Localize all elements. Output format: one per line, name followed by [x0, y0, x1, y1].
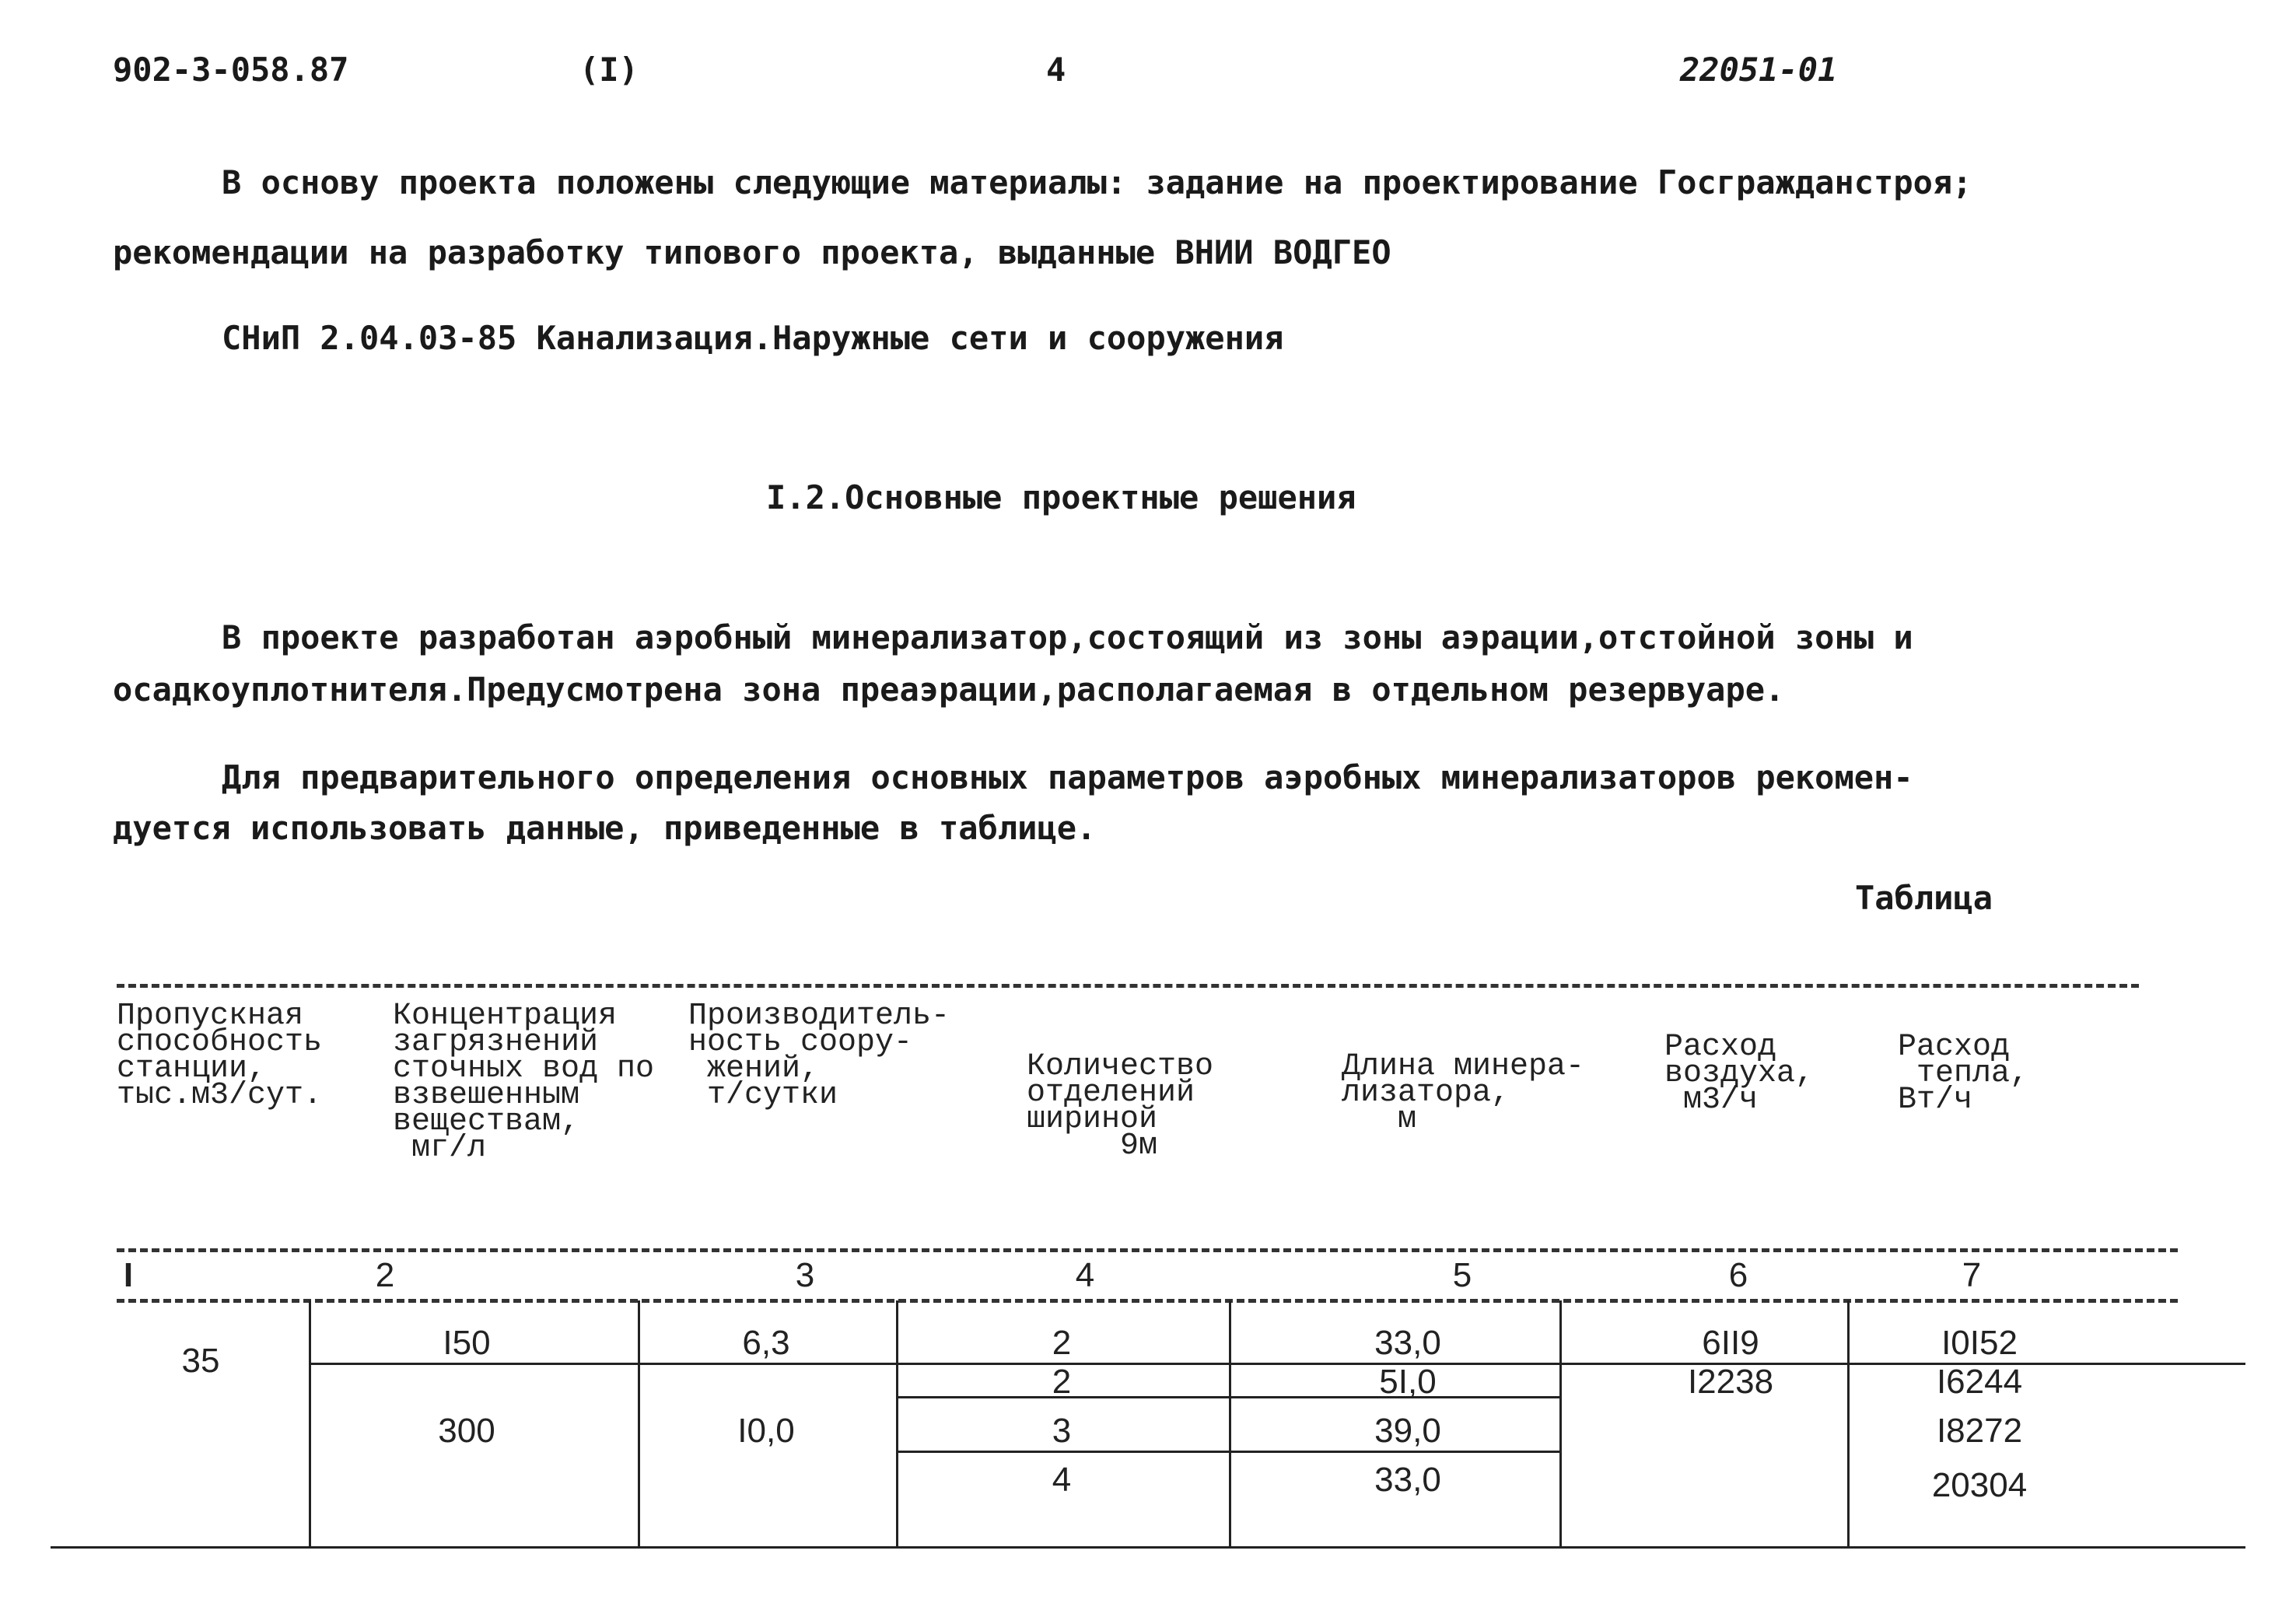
concentration-cell: 300 — [438, 1412, 495, 1450]
heat-cell: I0I52 — [1941, 1324, 2018, 1362]
column-divider — [896, 1300, 898, 1548]
station-capacity-cell: 35 — [181, 1342, 220, 1380]
column-number-7: 7 — [1962, 1256, 1982, 1294]
header-length: Длина минера- лизатора, м — [1342, 1049, 1585, 1137]
header-air-flow: Расход воздуха, м3/ч — [1664, 1030, 1815, 1118]
heat-cell: 20304 — [1931, 1466, 2028, 1504]
sections-cell: 2 — [1052, 1324, 1072, 1362]
paragraph-3-line-1: В проекте разработан аэробный минерализатор,состоящий из зоны аэрации,отстойной зоны и — [222, 618, 1913, 656]
paragraph-2: СНиП 2.04.03-85 Канализация.Наружные сети и сооружения — [222, 319, 1284, 357]
paragraph-3-line-2: осадкоуплотнителя.Предусмотрена зона преаэрации,располагаемая в отдельном резервуаре. — [113, 670, 1785, 709]
column-number-2: 2 — [375, 1256, 395, 1294]
paragraph-4-line-2: дуется использовать данные, приведенные в таблице. — [113, 809, 1097, 847]
heat-cell: I8272 — [1936, 1412, 2023, 1450]
column-divider — [1229, 1300, 1231, 1548]
paragraph-1-line-1: В основу проекта положены следующие материалы: задание на проектирование Госгражданстроя; — [222, 163, 1972, 201]
length-cell: 39,0 — [1374, 1412, 1441, 1450]
heat-cell: I6244 — [1936, 1363, 2023, 1401]
length-cell: 33,0 — [1374, 1324, 1441, 1362]
table-top-rule — [117, 984, 2139, 988]
header-productivity: Производитель- ность соору- жений, т/сутки — [688, 999, 950, 1113]
column-number-6: 6 — [1728, 1256, 1748, 1294]
paragraph-4-line-1: Для предварительного определения основных параметров аэробных минерализаторов рекомен- — [222, 758, 1913, 796]
row-divider — [896, 1396, 1559, 1398]
productivity-cell: 6,3 — [742, 1324, 790, 1362]
column-divider — [1559, 1300, 1562, 1548]
concentration-cell: I50 — [443, 1324, 491, 1362]
sections-cell: 4 — [1052, 1461, 1072, 1499]
sections-cell: 2 — [1052, 1363, 1072, 1401]
document-code: 902-3-058.87 — [113, 51, 349, 89]
header-sections: Количество отделений шириной 9м — [1027, 1049, 1214, 1164]
paragraph-1-line-2: рекомендации на разработку типового проекта, выданные ВНИИ ВОДГЕО — [113, 233, 1391, 271]
header-heat: Расход тепла, Вт/ч — [1898, 1030, 2029, 1118]
column-divider — [309, 1300, 311, 1548]
length-cell: 5I,0 — [1379, 1363, 1437, 1401]
document-part: (I) — [579, 51, 639, 89]
air-flow-cell: I2238 — [1687, 1363, 1774, 1401]
column-number-3: 3 — [795, 1256, 815, 1294]
column-number-1: I — [123, 1256, 134, 1294]
column-number-4: 4 — [1075, 1256, 1095, 1294]
row-divider — [896, 1451, 1559, 1453]
table-bottom-rule — [51, 1546, 2245, 1549]
length-cell: 33,0 — [1374, 1461, 1441, 1499]
table-caption: Таблица — [1855, 879, 1993, 917]
column-divider — [638, 1300, 640, 1548]
header-capacity: Пропускная способность станции, тыс.м3/сут. — [117, 999, 323, 1113]
header-bottom-rule — [117, 1248, 2178, 1252]
section-title: I.2.Основные проектные решения — [766, 478, 1356, 516]
column-numbers-rule — [117, 1299, 2178, 1303]
page-number: 4 — [1046, 51, 1066, 89]
column-divider — [1847, 1300, 1850, 1548]
air-flow-cell: 6II9 — [1702, 1324, 1759, 1362]
sections-cell: 3 — [1052, 1412, 1072, 1450]
productivity-cell: I0,0 — [737, 1412, 795, 1450]
column-number-5: 5 — [1452, 1256, 1472, 1294]
registration-number: 22051-01 — [1680, 51, 1838, 89]
header-concentration: Концентрация загрязнений сточных вод по взвешенным веществам, мг/л — [393, 999, 655, 1166]
